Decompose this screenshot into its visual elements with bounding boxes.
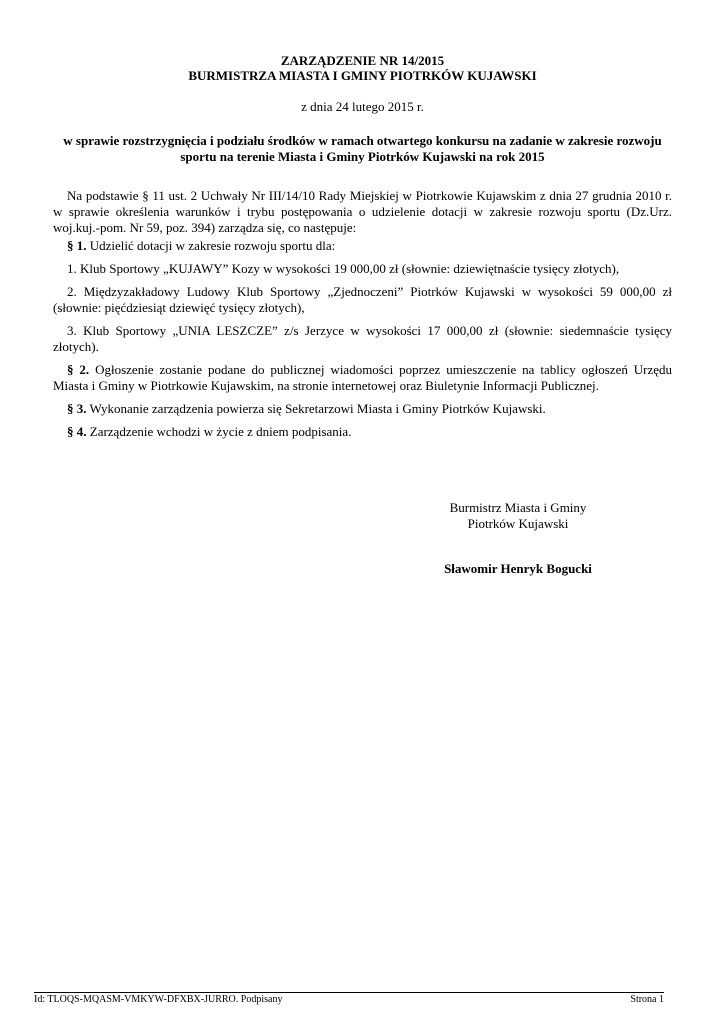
section-1 (53, 238, 672, 254)
section-3 (53, 401, 672, 417)
title-line-2: BURMISTRZA MIASTA I GMINY PIOTRKÓW KUJAWSKI (188, 68, 537, 83)
signature-office-line-2: Piotrków Kujawski (467, 516, 569, 531)
section-4 (53, 424, 672, 440)
preamble: Na podstawie § 11 ust. 2 Uchwały Nr III/14/10 Rady Miejskiej w Piotrkowie Kujawskim z dnia 27 grudnia 2010 r. w sprawie określenia warunków i trybu postępowania o udzielenie dotacji w zakresie rozwoju sportu (Dz.Urz. woj.kuj.-pom. Nr 59, poz. 394) zarządza się, co następuje: (53, 188, 672, 235)
title-line-1: ZARZĄDZENIE NR 14/2015 (280, 53, 445, 68)
signature-office (418, 500, 618, 532)
grant-item-1: 1. Klub Sportowy „KUJAWY” Kozy w wysokości 19 000,00 zł (słownie: dziewiętnaście tysięcy złotych), (67, 261, 620, 276)
section-3-text: Wykonanie zarządzenia powierza się Sekretarzowi Miasta i Gminy Piotrków Kujawski. (89, 401, 546, 416)
section-3-number: § 3. (67, 401, 87, 416)
section-1-number: § 1. (67, 238, 87, 253)
section-4-text: Zarządzenie wchodzi w życie z dniem podpisania. (89, 424, 352, 439)
footer-document-id: Id: TLOQS-MQASM-VMKYW-DFXBX-JURRO. Podpisany (34, 994, 283, 1005)
grant-item-3: 3. Klub Sportowy „UNIA LESZCZE” z/s Jerzyce w wysokości 17 000,00 zł (słownie: siedemnaście tysięcy złotych). (53, 323, 672, 354)
subject-line-2: sportu na terenie Miasta i Gminy Piotrków Kujawski na rok 2015 (180, 149, 545, 164)
document-subject (40, 133, 685, 165)
grant-item-2: 2. Międzyzakładowy Ludowy Klub Sportowy „Zjednoczeni” Piotrków Kujawski w wysokości 59 000,00 zł (słownie: pięćdziesiąt dziewięć tysięcy złotych), (53, 284, 672, 315)
document-body (53, 188, 672, 447)
section-2 (53, 362, 672, 394)
signer-name: Sławomir Henryk Bogucki (444, 561, 592, 576)
footer-page-number: Strona 1 (630, 994, 664, 1005)
section-2-number: § 2. (67, 362, 90, 377)
footer-divider (34, 992, 664, 993)
subject-line-1: w sprawie rozstrzygnięcia i podziału środków w ramach otwartego konkursu na zadanie w zakresie rozwoju (63, 133, 662, 148)
section-2-text: Ogłoszenie zostanie podane do publicznej wiadomości poprzez umieszczenie na tablicy ogłoszeń Urzędu Miasta i Gminy w Piotrkowie Kujawskim, na stronie internetowej oraz Biuletynie Informacji Publicznej. (53, 362, 673, 393)
document-title (40, 53, 685, 83)
document-date: z dnia 24 lutego 2015 r. (301, 99, 424, 114)
section-1-text: Udzielić dotacji w zakresie rozwoju sportu dla: (89, 238, 336, 253)
signature-office-line-1: Burmistrz Miasta i Gminy (449, 500, 587, 515)
section-4-number: § 4. (67, 424, 87, 439)
